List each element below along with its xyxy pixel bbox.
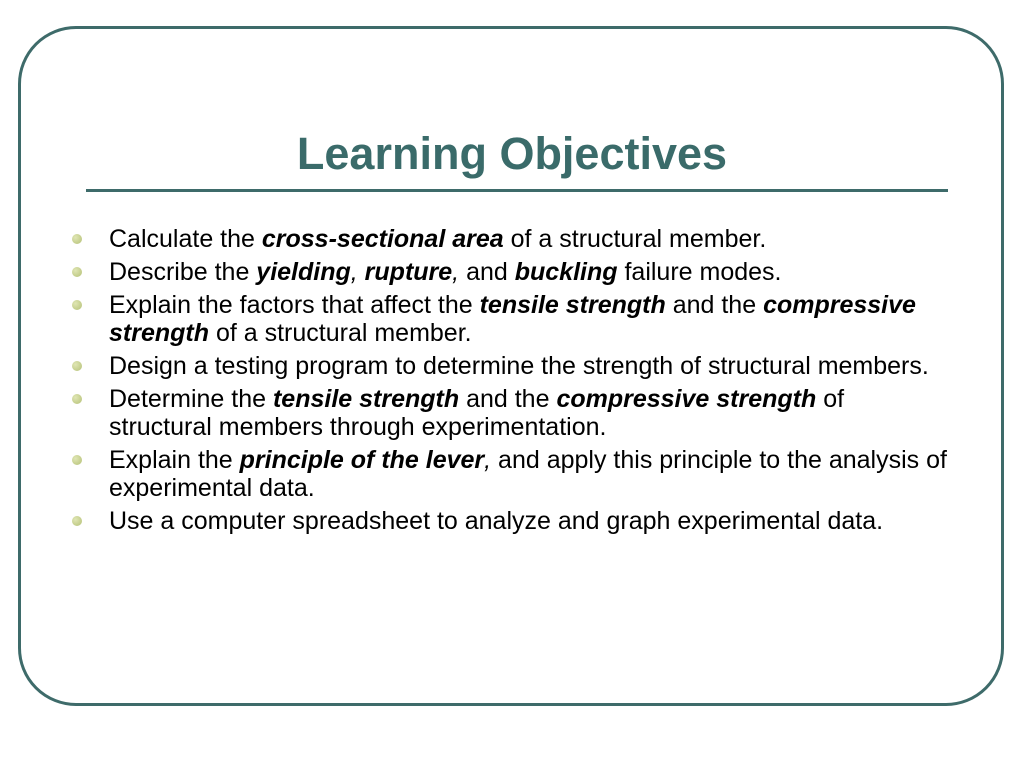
objective-text: Determine the [109,385,273,413]
bullet-icon [72,267,82,277]
objective-text: Describe the [109,258,257,286]
key-term: cross-sectional area [261,225,504,253]
objective-text: of a structural member. [209,319,472,347]
objective-text: and apply this principle to the analysis of experimental data. [109,446,947,502]
objective-item [72,507,952,535]
objective-text: Use a computer spreadsheet to analyze and graph experimental data. [109,507,884,535]
objective-item [72,385,952,441]
objective-text: , [452,258,460,286]
objective-item [72,352,952,380]
key-term: rupture [364,258,453,286]
objective-item [72,258,952,286]
title-divider [86,189,948,192]
objectives-list [72,225,952,540]
key-term: buckling [514,258,618,286]
objective-text: Explain the factors that affect the [109,291,480,319]
objective-text: Explain the [109,446,240,474]
key-term: yielding [256,258,351,286]
bullet-icon [72,300,82,310]
objective-item [72,446,952,502]
objective-item [72,291,952,347]
key-term: compressive strength [556,385,817,413]
bullet-icon [72,361,82,371]
bullet-icon [72,234,82,244]
key-term: principle of the lever [239,446,485,474]
bullet-icon [72,455,82,465]
key-term: tensile strength [479,291,666,319]
objective-text: failure modes. [617,258,782,286]
objective-text: of a structural member. [503,225,767,253]
objective-text: , [484,446,492,474]
key-term: compressive strength [109,291,916,347]
objective-text: and the [665,291,764,319]
objective-item [72,225,952,253]
objective-text: Calculate the [109,225,262,253]
slide-title: Learning Objectives [296,128,728,179]
objective-text: Design a testing program to determine the strength of structural members. [109,352,929,380]
objective-text: and [459,258,515,286]
bullet-icon [72,516,82,526]
key-term: tensile strength [272,385,460,413]
objective-text: , [350,258,365,286]
objective-text: of structural members through experimentation. [109,385,845,441]
objective-text: and the [459,385,557,413]
bullet-icon [72,394,82,404]
